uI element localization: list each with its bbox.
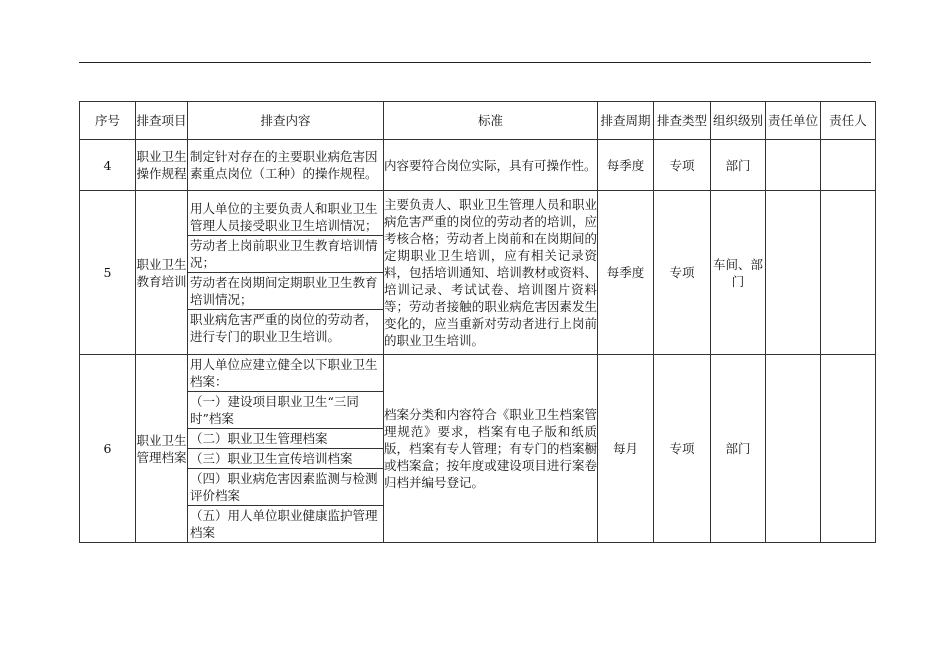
row-type: 专项 <box>654 191 711 355</box>
row-person <box>821 191 876 355</box>
row-person <box>821 355 876 543</box>
header-person: 责任人 <box>821 102 876 140</box>
row-unit <box>766 191 821 355</box>
header-no: 序号 <box>80 102 136 140</box>
content-line: （五）用人单位职业健康监护管理档案 <box>188 505 383 542</box>
header-type: 排查类型 <box>654 102 711 140</box>
row-level: 车间、部门 <box>711 191 766 355</box>
row-unit <box>766 355 821 543</box>
row-no: 4 <box>80 140 136 191</box>
content-line: （一）建设项目职业卫生“三同时”档案 <box>188 391 383 428</box>
table-row <box>80 355 876 543</box>
header-content: 排查内容 <box>188 102 384 140</box>
inspection-table <box>79 101 876 543</box>
content-line: 劳动者在岗期间定期职业卫生教育培训情况； <box>188 272 383 309</box>
row-standard: 内容要符合岗位实际，具有可操作性。 <box>384 140 598 191</box>
header-cycle: 排查周期 <box>598 102 654 140</box>
content-line: 职业病危害严重的岗位的劳动者，进行专门的职业卫生培训。 <box>188 309 383 346</box>
table-row <box>80 140 876 191</box>
row-cycle: 每月 <box>598 355 654 543</box>
row-item: 职业卫生管理档案 <box>136 355 188 543</box>
row-no: 6 <box>80 355 136 543</box>
row-item: 职业卫生操作规程 <box>136 140 188 191</box>
row-type: 专项 <box>654 355 711 543</box>
header-item: 排查项目 <box>136 102 188 140</box>
header-level: 组织级别 <box>711 102 766 140</box>
row-person <box>821 140 876 191</box>
table-row <box>80 191 876 355</box>
row-standard: 主要负责人、职业卫生管理人员和职业病危害严重的岗位的劳动者的培训，应考核合格；劳动者上岗前和在岗期间的定期职业卫生培训，应有相关记录资料，包括培训通知、培训教材或资料、培训记录、考试试卷、培训图片资料等；劳动者接触的职业病危害因素发生变化的，应当重新对劳动者进行上岗前的职业卫生培训。 <box>384 191 598 355</box>
content-line: 劳动者上岗前职业卫生教育培训情况； <box>188 235 383 272</box>
row-level: 部门 <box>711 355 766 543</box>
row-standard: 档案分类和内容符合《职业卫生档案管理规范》要求，档案有电子版和纸质版，档案有专人管理；有专门的档案橱或档案盒；按年度或建设项目进行案卷归档并编号登记。 <box>384 355 598 543</box>
row-content <box>188 355 384 543</box>
content-line: （二）职业卫生管理档案 <box>188 428 383 448</box>
row-no: 5 <box>80 191 136 355</box>
header-row <box>80 102 876 140</box>
header-rule <box>79 62 871 63</box>
row-level: 部门 <box>711 140 766 191</box>
row-cycle: 每季度 <box>598 191 654 355</box>
content-line: （四）职业病危害因素监测与检测评价档案 <box>188 468 383 505</box>
content-line: 制定针对存在的主要职业病危害因素重点岗位（工种）的操作规程。 <box>190 149 378 181</box>
row-cycle: 每季度 <box>598 140 654 191</box>
row-item: 职业卫生教育培训 <box>136 191 188 355</box>
row-unit <box>766 140 821 191</box>
content-line: （三）职业卫生宣传培训档案 <box>188 448 383 468</box>
header-standard: 标准 <box>384 102 598 140</box>
header-unit: 责任单位 <box>766 102 821 140</box>
content-line: 用人单位的主要负责人和职业卫生管理人员接受职业卫生培训情况； <box>190 201 378 233</box>
row-content <box>188 140 384 191</box>
content-line: 用人单位应建立健全以下职业卫生档案： <box>190 357 378 389</box>
row-content <box>188 191 384 355</box>
row-type: 专项 <box>654 140 711 191</box>
